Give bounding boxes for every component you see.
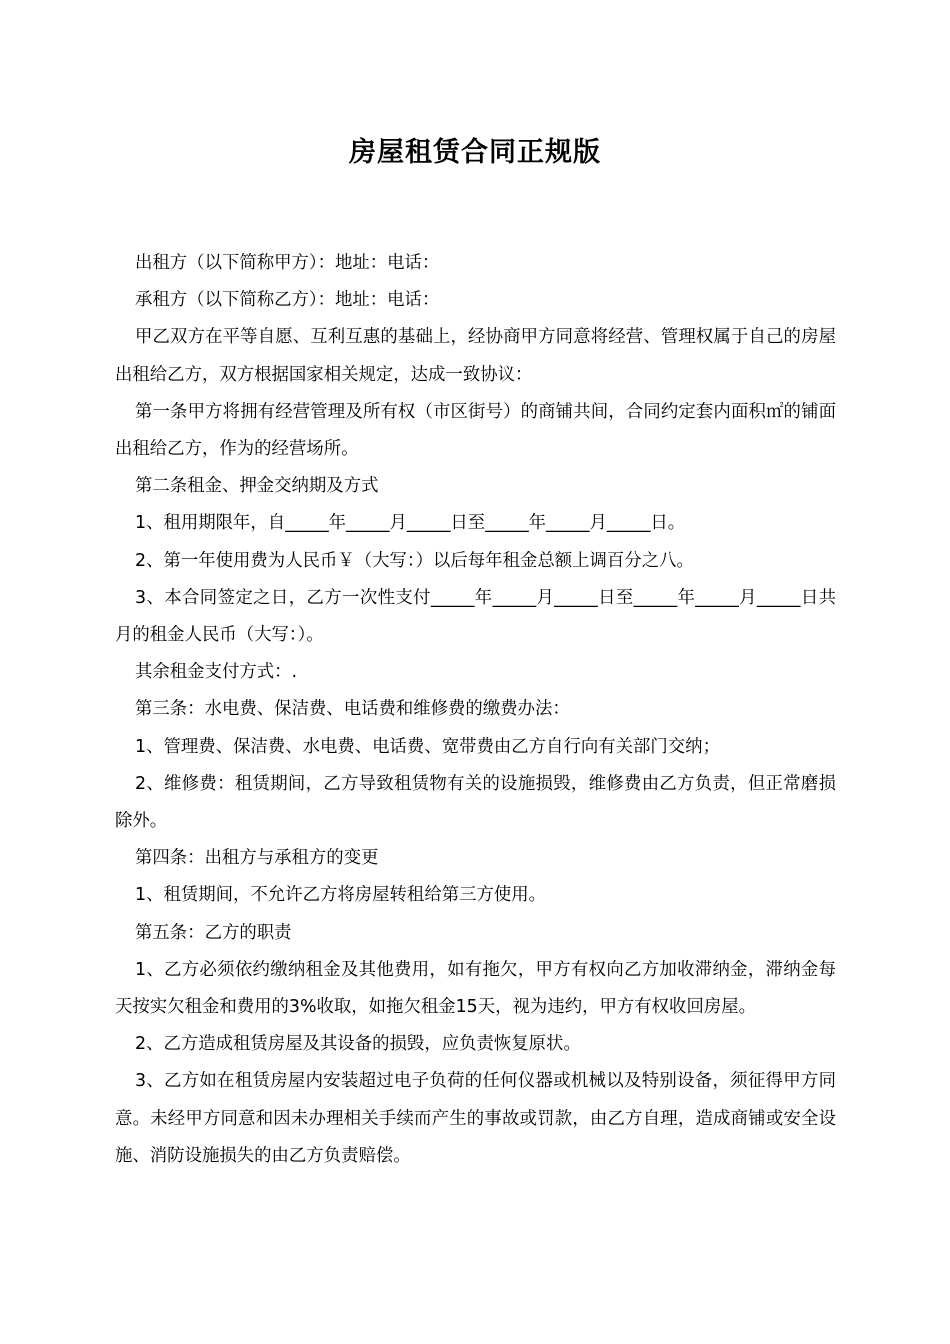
paragraph-preamble: 甲乙双方在平等自愿、互利互惠的基础上，经协商甲方同意将经营、管理权属于自己的房屋出租给乙方，双方根据国家相关规定，达成一致协议： [115, 327, 836, 385]
paragraph-article-3-item-1: 1、管理费、保洁费、水电费、电话费、宽带费由乙方自行向有关部门交纳； [135, 736, 720, 757]
document-title: 房屋租赁合同正规版 [349, 137, 601, 168]
paragraph-article-5-heading: 第五条：乙方的职责 [135, 922, 292, 943]
paragraph-article-1: 第一条甲方将拥有经营管理及所有权（市区街号）的商铺共间，合同约定套内面积㎡的铺面出租给乙方，作为的经营场所。 [115, 401, 836, 460]
paragraph-lessee-info: 承租方（以下简称乙方）：地址：电话： [135, 290, 440, 311]
paragraph-article-5-item-1: 1、乙方必须依约缴纳租金及其他费用，如有拖欠，甲方有权向乙方加收滞纳金，滞纳金每天按实欠租金和费用的3%收取，如拖欠租金15天，视为违约，甲方有权收回房屋。 [115, 959, 836, 1018]
paragraph-article-2-item-3: 3、本合同签定之日，乙方一次性支付_____年_____月_____日至_____年_____月_____日共月的租金人民币（大写：）。 [115, 587, 836, 646]
document-body [115, 245, 836, 1175]
paragraph-lessor-info: 出租方（以下简称甲方）：地址：电话： [135, 253, 440, 273]
paragraph-other-payment: 其余租金支付方式：. [135, 662, 298, 683]
paragraph-article-3-item-2: 2、维修费：租赁期间，乙方导致租赁物有关的设施损毁，维修费由乙方负责，但正常磨损除外。 [115, 773, 836, 832]
paragraph-article-4-item-1: 1、租赁期间，不允许乙方将房屋转租给第三方使用。 [135, 885, 547, 906]
paragraph-article-2-item-2: 2、第一年使用费为人民币￥（大写：）以后每年租金总额上调百分之八。 [135, 550, 694, 571]
paragraph-article-2-heading: 第二条租金、押金交纳期及方式 [135, 476, 379, 497]
paragraph-article-4-heading: 第四条：出租方与承租方的变更 [135, 848, 379, 869]
paragraph-article-2-item-1: 1、租用期限年，自_____年_____月_____日至_____年_____月_____日。 [135, 513, 686, 534]
paragraph-article-5-item-2: 2、乙方造成租赁房屋及其设备的损毁，应负责恢复原状。 [135, 1034, 581, 1055]
paragraph-article-5-item-3: 3、乙方如在租赁房屋内安装超过电子负荷的任何仪器或机械以及特别设备，须征得甲方同意。未经甲方同意和因未办理相关手续而产生的事故或罚款，由乙方自理，造成商铺或安全设施、消防设施损失的由乙方负责赔偿。 [115, 1071, 836, 1166]
paragraph-article-3-heading: 第三条：水电费、保洁费、电话费和维修费的缴费办法： [135, 699, 570, 720]
